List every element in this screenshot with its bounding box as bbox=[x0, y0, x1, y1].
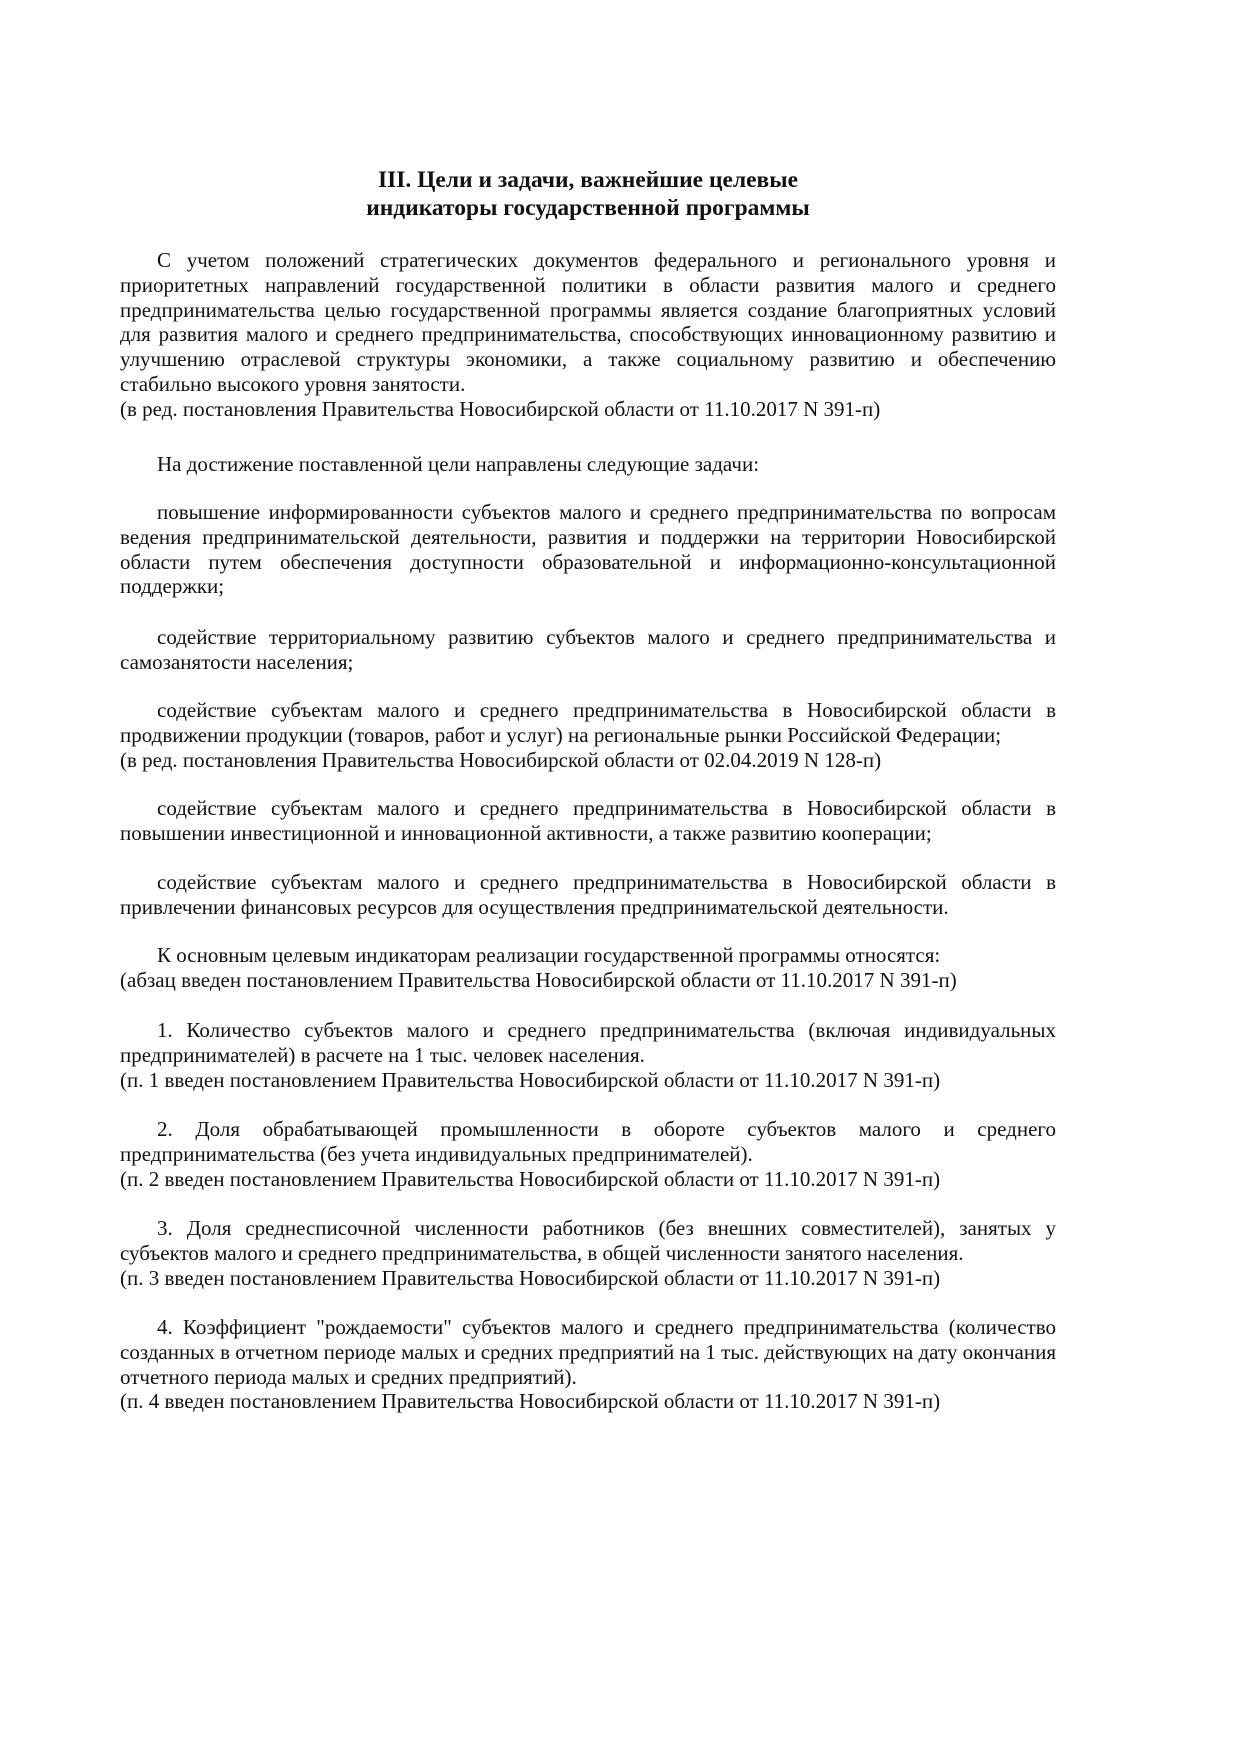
amendment-note: (абзац введен постановлением Правительства Новосибирской области от 11.10.2017 N 391-п) bbox=[120, 967, 957, 992]
paragraph-text: содействие территориальному развитию субъектов малого и среднего предпринимательства и самозанятости населения; bbox=[120, 625, 1056, 674]
paragraph-text: 4. Коэффициент "рождаемости" субъектов малого и среднего предпринимательства (количество созданных в отчетном периоде малых и средних предприятий на 1 тыс. действующих на дату окончания отчетного периода малых и средних предприятий). bbox=[120, 1315, 1056, 1389]
amendment-note: (п. 4 введен постановлением Правительства Новосибирской области от 11.10.2017 N 391-п) bbox=[120, 1389, 941, 1414]
amendment-note: (п. 2 введен постановлением Правительства Новосибирской области от 11.10.2017 N 391-п) bbox=[120, 1166, 941, 1191]
paragraph bbox=[120, 1216, 1056, 1290]
amendment-note: (в ред. постановления Правительства Новосибирской области от 11.10.2017 N 391-п) bbox=[120, 396, 881, 421]
paragraph bbox=[120, 1018, 1056, 1092]
section-title-line-1: III. Цели и задачи, важнейшие целевые bbox=[377, 167, 799, 193]
paragraph bbox=[120, 1315, 1056, 1414]
paragraph-text: На достижение поставленной цели направлены следующие задачи: bbox=[157, 452, 760, 476]
paragraph bbox=[120, 870, 1056, 920]
paragraph-text: С учетом положений стратегических документов федерального и регионального уровня и приоритетных направлений государственной политики в области развития малого и среднего предпринимательства целью государственной программы является создание благоприятных условий для развития малого и среднего предпринимательства, способствующих инновационному развитию и улучшению отраслевой структуры экономики, а также социальному развитию и обеспечению стабильно высокого уровня занятости. bbox=[120, 248, 1056, 396]
amendment-note: (п. 3 введен постановлением Правительства Новосибирской области от 11.10.2017 N 391-п) bbox=[120, 1265, 941, 1290]
paragraph bbox=[120, 500, 1056, 599]
paragraph-text: содействие субъектам малого и среднего предпринимательства в Новосибирской области в привлечении финансовых ресурсов для осуществления предпринимательской деятельности. bbox=[120, 870, 1056, 919]
amendment-note: (в ред. постановления Правительства Новосибирской области от 02.04.2019 N 128-п) bbox=[120, 747, 882, 772]
paragraph-text: содействие субъектам малого и среднего предпринимательства в Новосибирской области в продвижении продукции (товаров, работ и услуг) на региональные рынки Российской Федерации; bbox=[120, 698, 1056, 747]
section-title bbox=[120, 166, 1056, 222]
paragraph bbox=[120, 248, 1056, 422]
paragraph-text: К основным целевым индикаторам реализации государственной программы относятся: bbox=[157, 943, 941, 967]
paragraph-text: содействие субъектам малого и среднего предпринимательства в Новосибирской области в повышении инвестиционной и инновационной активности, а также развитию кооперации; bbox=[120, 796, 1056, 845]
paragraph bbox=[120, 698, 1056, 772]
amendment-note: (п. 1 введен постановлением Правительства Новосибирской области от 11.10.2017 N 391-п) bbox=[120, 1067, 941, 1092]
paragraph bbox=[120, 452, 1056, 477]
paragraph-text: 1. Количество субъектов малого и среднего предпринимательства (включая индивидуальных предпринимателей) в расчете на 1 тыс. человек населения. bbox=[120, 1018, 1056, 1067]
paragraph bbox=[120, 796, 1056, 846]
section-title-line-2: индикаторы государственной программы bbox=[366, 195, 810, 221]
paragraph bbox=[120, 625, 1056, 675]
paragraph-text: 2. Доля обрабатывающей промышленности в обороте субъектов малого и среднего предпринимательства (без учета индивидуальных предпринимателей). bbox=[120, 1117, 1056, 1166]
paragraph-text: повышение информированности субъектов малого и среднего предпринимательства по вопросам ведения предпринимательской деятельности, развития и поддержки на территории Новосибирской области путем обеспечения доступности образовательной и информационно-консультационной поддержки; bbox=[120, 500, 1056, 599]
paragraph bbox=[120, 1117, 1056, 1191]
paragraph bbox=[120, 943, 1056, 993]
paragraph-text: 3. Доля среднесписочной численности работников (без внешних совместителей), занятых у субъектов малого и среднего предпринимательства, в общей численности занятого населения. bbox=[120, 1216, 1056, 1265]
